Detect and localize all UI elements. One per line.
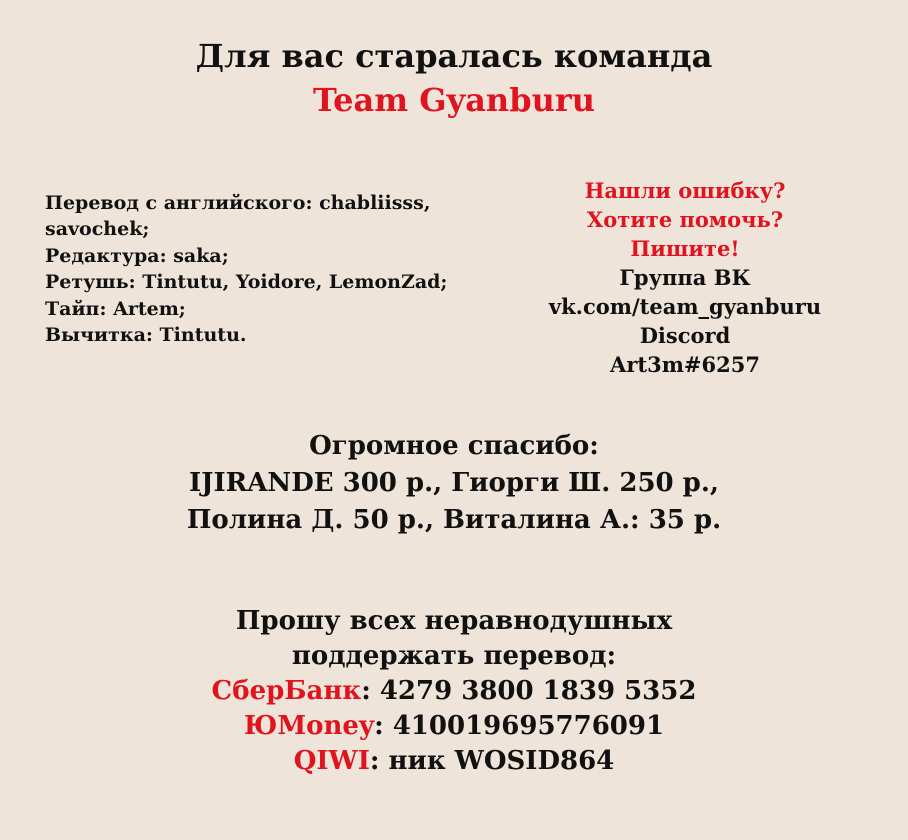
thanks-line-2: Полина Д. 50 р., Виталина А.: 35 р. [186,505,722,535]
credit-translation-continued: savochek; [45,218,150,241]
discord-label: Discord [639,323,731,348]
payment-yumoney [0,709,908,744]
payment-sberbank-name: СберБанк [211,676,362,706]
team-name: Team Gyanburu [313,81,595,119]
payment-yumoney-name: ЮMoney [243,711,375,741]
ask-want-help: Хотите помочь? [586,207,784,232]
credit-retouch: Ретушь: Tintutu, Yoidore, LemonZad; [45,271,448,294]
credit-translation: Перевод с английского: chabliisss, [45,192,431,214]
payment-qiwi [0,744,908,779]
payment-qiwi-value: : ник WOSID864 [369,746,615,776]
vk-label: Группа ВК [619,265,751,290]
discord-handle: Art3m#6257 [610,352,760,377]
support-block [0,604,908,779]
contacts-block [490,176,880,379]
payment-sberbank [0,674,908,709]
payment-sberbank-value: : 4279 3800 1839 5352 [361,676,697,706]
credits-block [45,190,485,348]
ask-write: Пишите! [630,236,740,261]
payment-qiwi-name: QIWI [293,746,370,776]
header-title: Для вас старалась команда [195,37,713,75]
credit-typesetting: Тайп: Artem; [45,297,186,320]
thanks-title: Огромное спасибо: [309,431,599,461]
thanks-line-1: IJIRANDE 300 р., Гиорги Ш. 250 р., [189,468,719,498]
payment-yumoney-value: : 410019695776091 [374,711,665,741]
header [0,34,908,122]
ask-found-error: Нашли ошибку? [584,178,786,203]
credit-proofreading: Вычитка: Tintutu. [45,324,247,347]
support-line-2: поддержать перевод: [291,641,617,671]
vk-link[interactable]: vk.com/team_gyanburu [548,294,822,319]
credit-editing: Редактура: saka; [45,244,229,267]
thanks-block [0,428,908,539]
support-line-1: Прошу всех неравнодушных [235,606,673,636]
